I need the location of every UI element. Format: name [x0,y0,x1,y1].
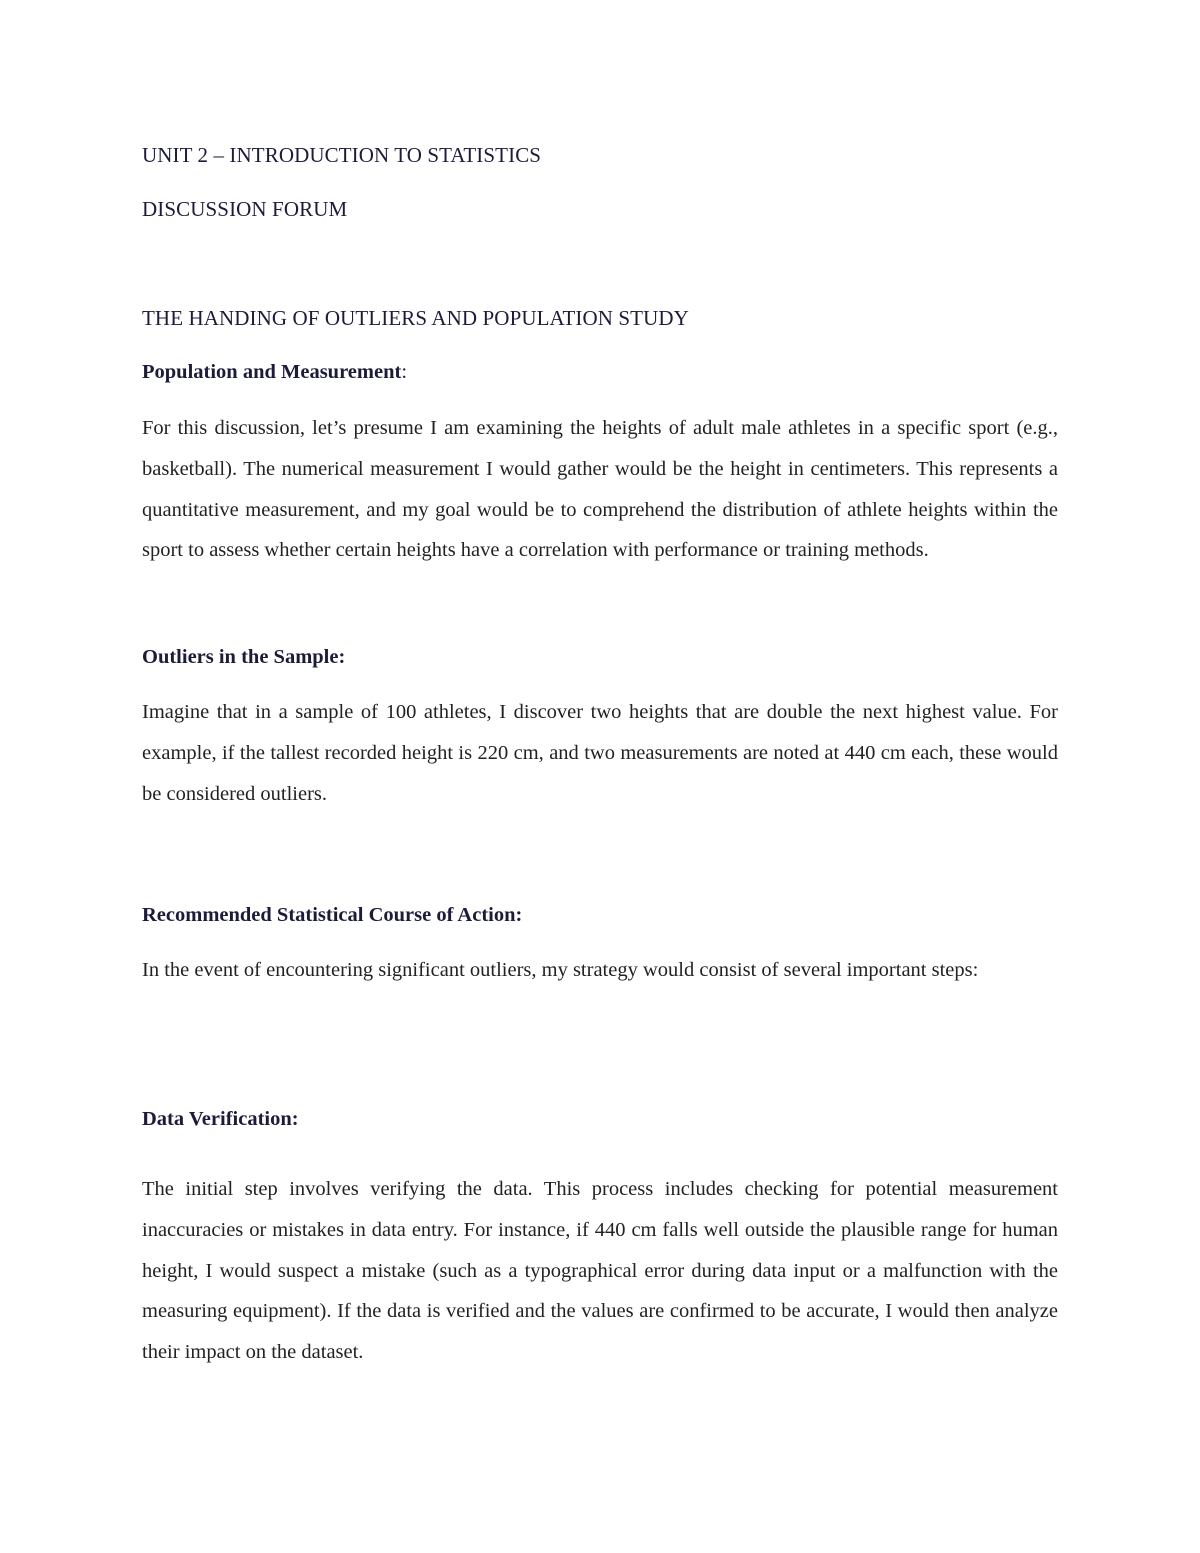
population-paragraph: For this discussion, let’s presume I am examining the heights of adult male athletes in a specific sport (e.g., basketball). The numerical measurement I would gather would be the height in centimeters. This represents a quantitative measurement, and my goal would be to comprehend the distribution of athlete heights within the sport to assess whether certain heights have a correlation with performance or training methods. [142,417,1058,562]
forum-title: DISCUSSION FORUM [142,197,348,221]
document-title: THE HANDING OF OUTLIERS AND POPULATION STUDY [142,306,689,330]
population-heading [142,361,1058,384]
course-of-action-heading: Recommended Statistical Course of Action: [142,904,523,926]
verification-paragraph: The initial step involves verifying the data. This process includes checking for potential measurement inaccuracies or mistakes in data entry. For instance, if 440 cm falls well outside the plausible range for human height, I would suspect a mistake (such as a typographical error during data input or a malfunction with the measuring equipment). If the data is verified and the values are confirmed to be accurate, I would then analyze their impact on the dataset. [142,1178,1058,1364]
population-heading-text: Population and Measurement [142,361,402,383]
verification-heading: Data Verification: [142,1108,299,1130]
outliers-paragraph: Imagine that in a sample of 100 athletes, I discover two heights that are double the next highest value. For example, if the tallest recorded height is 220 cm, and two measurements are noted at 440 cm each, these would be considered outliers. [142,701,1058,805]
course-of-action-paragraph: In the event of encountering significant outliers, my strategy would consist of several important steps: [142,959,979,981]
outliers-heading: Outliers in the Sample: [142,646,346,668]
unit-title: UNIT 2 – INTRODUCTION TO STATISTICS [142,143,542,167]
population-heading-suffix: : [401,361,408,383]
